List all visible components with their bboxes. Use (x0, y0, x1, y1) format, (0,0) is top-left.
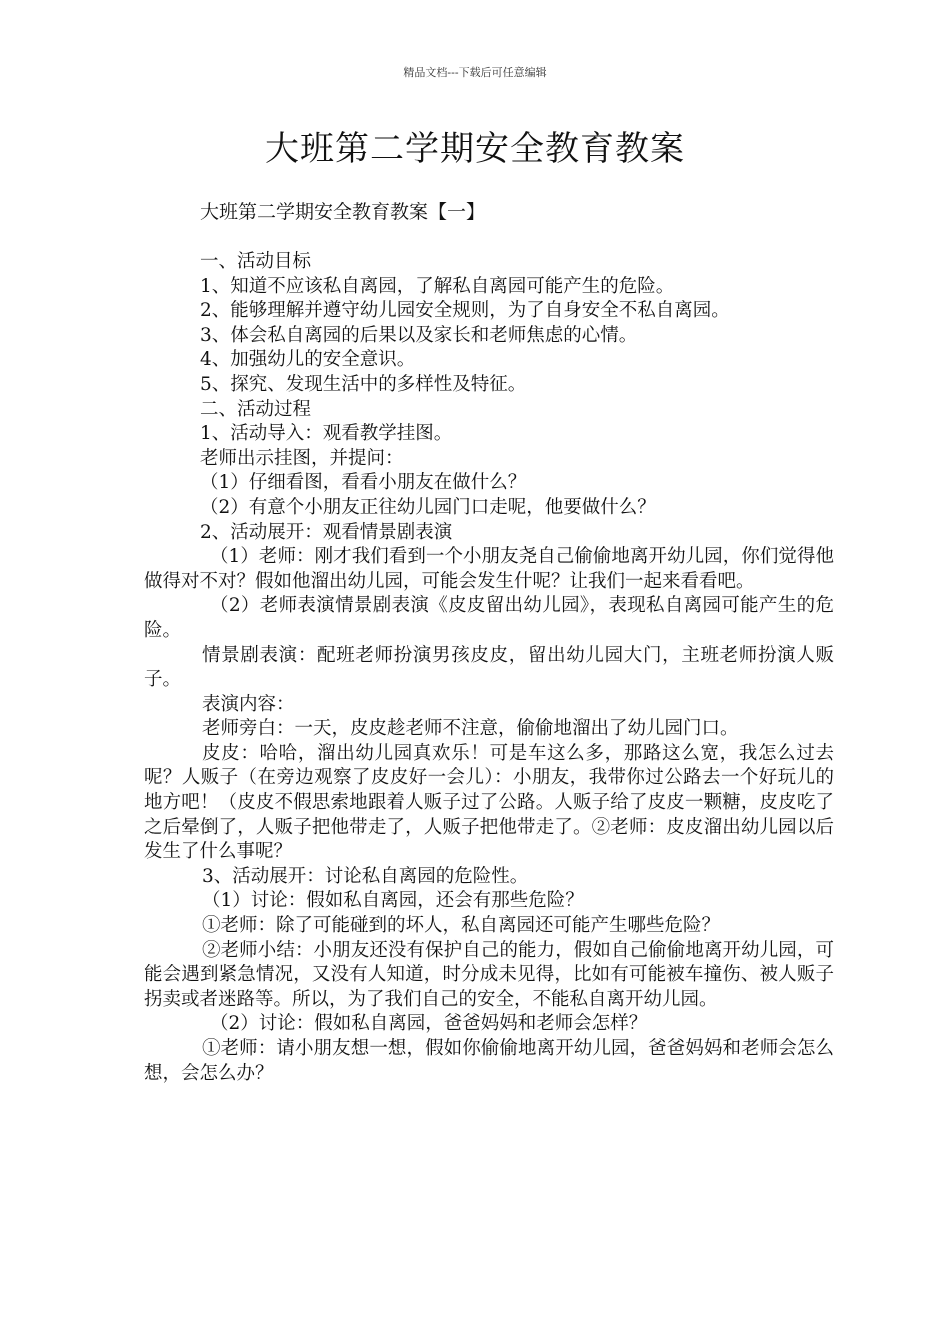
document-body (144, 250, 834, 1086)
section-subtitle: 大班第二学期安全教育教案【一】 (200, 201, 486, 223)
body-paragraph: 老师出示挂图，并提问： (200, 447, 404, 469)
body-paragraph: 情景剧表演：配班老师扮演男孩皮皮，留出幼儿园大门，主班老师扮演人贩子。 (144, 644, 834, 691)
body-paragraph: （1）仔细看图，看看小朋友在做什么？ (200, 472, 527, 494)
body-paragraph: （2）讨论：假如私自离园，爸爸妈妈和老师会怎样？ (210, 1013, 648, 1035)
body-paragraph: 一、活动目标 (200, 251, 312, 272)
body-paragraph: 1、知道不应该私自离园，了解私自离园可能产生的危险。 (200, 275, 675, 297)
body-paragraph: 3、体会私自离园的后果以及家长和老师焦虑的心情。 (200, 324, 638, 346)
body-paragraph: （1）老师：刚才我们看到一个小朋友尧自己偷偷地离开幼儿园，你们觉得他做得对不对？假如他溜出幼儿园，可能会发生什呢？让我们一起来看看吧。 (144, 546, 834, 592)
body-paragraph: （2）老师表演情景剧表演《皮皮留出幼儿园》，表现私自离园可能产生的危险。 (144, 595, 834, 641)
document-title: 大班第二学期安全教育教案 (265, 129, 685, 169)
body-paragraph: 5、探究、发现生活中的多样性及特征。 (200, 373, 527, 395)
page-header: 精品文档---下载后可任意编辑 (403, 66, 547, 79)
body-paragraph: ②老师小结：小朋友还没有保护自己的能力，假如自己偷偷地离开幼儿园，可能会遇到紧急情况，又没有人知道，时分成未见得，比如有可能被车撞伤、被人贩子拐卖或者迷路等。所以，为了我们自己的安全，不能私自离开幼儿园。 (144, 939, 834, 1010)
body-paragraph: ①老师：请小朋友想一想，假如你偷偷地离开幼儿园，爸爸妈妈和老师会怎么想，会怎么办？ (144, 1038, 834, 1084)
body-paragraph: 3、活动展开：讨论私自离园的危险性。 (202, 865, 529, 887)
body-paragraph: （1）讨论：假如私自离园，还会有那些危险？ (202, 890, 584, 912)
body-paragraph: 4、加强幼儿的安全意识。 (200, 349, 416, 371)
body-paragraph: 皮皮：哈哈，溜出幼儿园真欢乐！可是车这么多，那路这么宽，我怎么过去呢？人贩子（在旁边观察了皮皮好一会儿）：小朋友，我带你过公路去一个好玩儿的地方吧！（皮皮不假思索地跟着人贩子过了公路。人贩子给了皮皮一颗糖，皮皮吃了之后晕倒了，人贩子把他带走了，人贩子把他带走了。②老师：皮皮溜出幼儿园以后发生了什么事呢？ (144, 742, 834, 863)
body-paragraph: 老师旁白：一天，皮皮趁老师不注意，偷偷地溜出了幼儿园门口。 (202, 718, 739, 740)
body-paragraph: ①老师：除了可能碰到的坏人，私自离园还可能产生哪些危险？ (202, 915, 721, 937)
body-paragraph: 2、活动展开：观看情景剧表演 (200, 521, 453, 543)
body-paragraph: 二、活动过程 (200, 398, 312, 420)
body-paragraph: 2、能够理解并遵守幼儿园安全规则，为了自身安全不私自离园。 (200, 300, 730, 322)
body-paragraph: 表演内容： (202, 693, 295, 715)
body-paragraph: 1、活动导入：观看教学挂图。 (200, 423, 453, 445)
body-paragraph: （2）有意个小朋友正往幼儿园门口走呢，他要做什么？ (200, 496, 656, 518)
